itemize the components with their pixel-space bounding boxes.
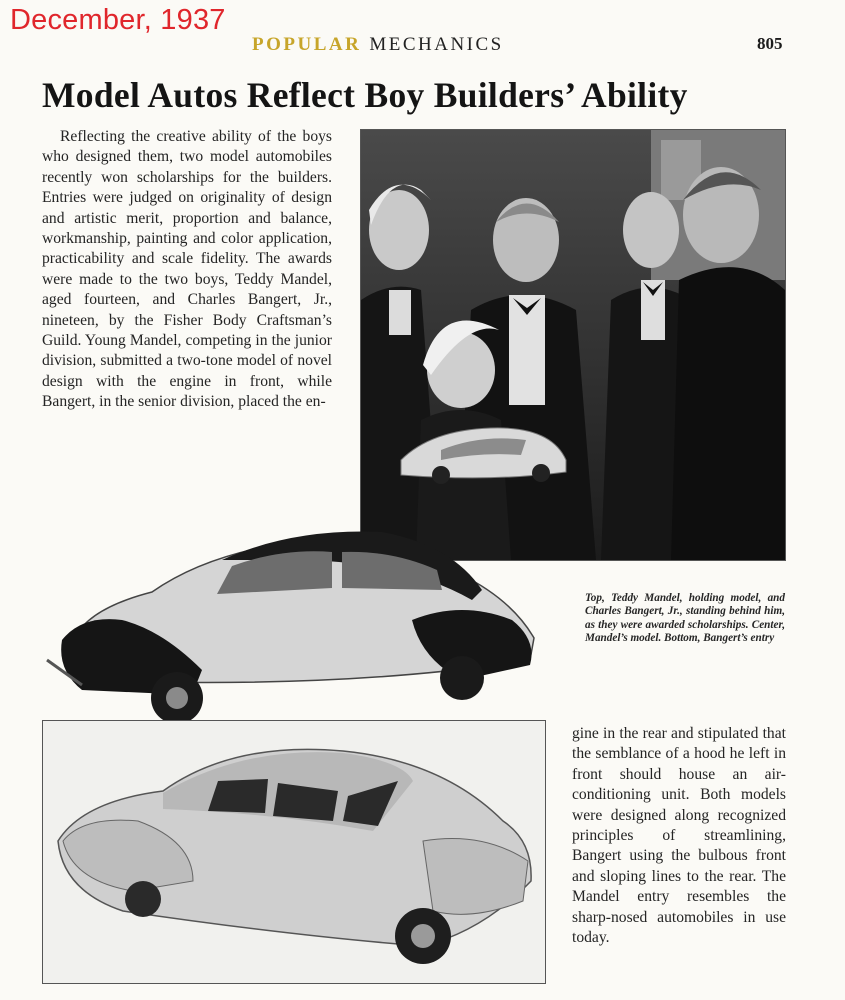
body-right-text: gine in the rear and stipulated that the semblance of a hood he left in front should house an air-conditioning unit. Both models were designed along recognized principles of streamlining, Bangert using the bulbous front and sloping lines to the rear. The Mandel entry resembles the sharp-nosed automobiles in use today. (572, 725, 786, 947)
award-ceremony-photo (360, 129, 786, 561)
body-left-column (42, 127, 332, 413)
date-stamp: December, 1937 (10, 4, 226, 36)
bangert-model-photo (42, 720, 546, 984)
masthead (252, 34, 504, 56)
masthead-mechanics: MECHANICS (369, 34, 504, 55)
mandel-model-photo (42, 520, 542, 730)
body-right-column (572, 724, 786, 948)
two-tone-car-illustration (42, 520, 542, 730)
streamlined-car-illustration (43, 721, 545, 983)
headline: Model Autos Reflect Boy Builders’ Ability (42, 75, 688, 115)
photo-caption: Top, Teddy Mandel, holding model, and Charles Bangert, Jr., standing behind him, as they were awarded scholarships. Center, Mandel’s model. Bottom, Bangert’s entry (585, 592, 785, 645)
page-number: 805 (757, 34, 783, 53)
masthead-popular: POPULAR (252, 34, 362, 55)
award-ceremony-illustration (361, 130, 785, 560)
body-left-text: Reflecting the creative ability of the boys who designed them, two model automobiles recently won scholarships for the builders. Entries were judged on originality of design and artistic merit, proportion and balance, workmanship, painting and color application, practicability and scale fidelity. The awards were made to the two boys, Teddy Mandel, aged fourteen, and Charles Bangert, Jr., nineteen, by the Fisher Body Craftsman’s Guild. Young Mandel, competing in the junior division, submitted a two-tone model of novel design with the engine in front, while Bangert, in the senior division, placed the en- (42, 128, 332, 411)
